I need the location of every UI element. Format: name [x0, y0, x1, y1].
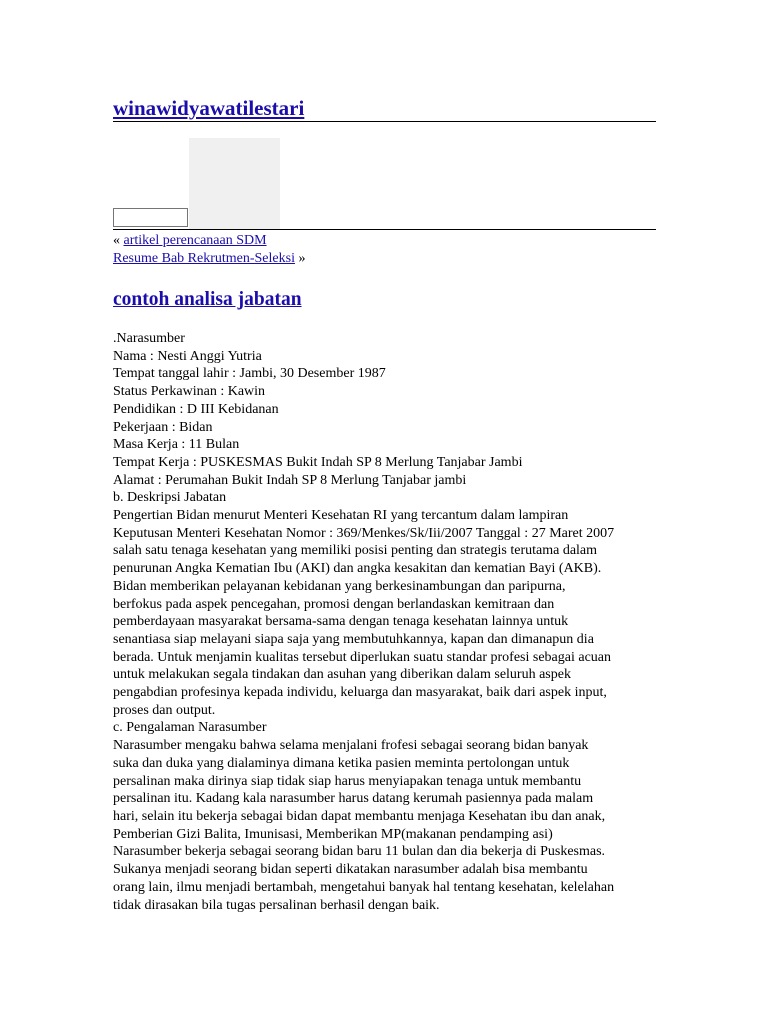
post-line: orang lain, ilmu menjadi bertambah, mengetahui banyak hal tentang kesehatan, kelelahan — [113, 879, 615, 895]
site-title-link[interactable]: winawidyawatilestari — [113, 96, 305, 120]
post-title-link[interactable]: contoh analisa jabatan — [113, 289, 302, 310]
header-divider — [113, 229, 656, 230]
post-line: pemberdayaan masyarakat bersama-sama dengan tenaga kesehatan lainnya untuk — [113, 614, 569, 630]
post-line: persalinan maka dirinya siap tidak siap harus menyiapakan tenaga untuk membantu — [113, 773, 582, 789]
post-line: pengabdian profesinya kepada individu, keluarga dan masyarakat, baik dari aspek input, — [113, 685, 607, 701]
post-line: Bidan memberikan pelayanan kebidanan yang berkesinambungan dan paripurna, — [113, 578, 566, 594]
post-line: suka dan duka yang dialaminya dimana ketika pasien meminta pertolongan untuk — [113, 755, 570, 771]
post-line: Masa Kerja : 11 Bulan — [113, 437, 240, 453]
header-image-placeholder — [189, 138, 280, 229]
search-input[interactable] — [113, 208, 188, 227]
post-line: persalinan itu. Kadang kala narasumber harus datang kerumah pasiennya pada malam — [113, 791, 594, 807]
post-line: tidak dirasakan bila tugas persalinan berhasil dengan baik. — [113, 897, 440, 913]
post-line: Pengertian Bidan menurut Menteri Kesehatan RI yang tercantum dalam lampiran — [113, 508, 569, 524]
post-line: berada. Untuk menjamin kualitas tersebut diperlukan suatu standar profesi sebagai acuan — [113, 649, 611, 665]
post-line: Tempat Kerja : PUSKESMAS Bukit Indah SP 8 Merlung Tanjabar Jambi — [113, 454, 523, 470]
post-line: Alamat : Perumahan Bukit Indah SP 8 Merlung Tanjabar jambi — [113, 472, 467, 488]
previous-post-link[interactable]: artikel perencanaan SDM — [123, 233, 267, 248]
post-title — [113, 287, 302, 313]
post-navigation — [113, 232, 305, 267]
post-line: berfokus pada aspek pencegahan, promosi dengan berlandaskan kemitraan dan — [113, 596, 555, 612]
previous-post-row — [113, 232, 305, 250]
site-title — [113, 95, 656, 122]
post-line: Pekerjaan : Bidan — [113, 419, 213, 435]
post-line: untuk melakukan segala tindakan dan asuhan yang diberikan dalam seluruh aspek — [113, 667, 571, 683]
post-line: Narasumber mengaku bahwa selama menjalani frofesi sebagai seorang bidan banyak — [113, 738, 589, 754]
post-line: c. Pengalaman Narasumber — [113, 720, 267, 736]
next-post-link[interactable]: Resume Bab Rekrutmen-Seleksi — [113, 250, 295, 266]
post-line: Nama : Nesti Anggi Yutria — [113, 348, 262, 364]
post-line: Sukanya menjadi seorang bidan seperti dikatakan narasumber adalah bisa membantu — [113, 862, 588, 878]
post-line: salah satu tenaga kesehatan yang memiliki posisi penting dan strategis terutama dalam — [113, 543, 598, 559]
post-line: Status Perkawinan : Kawin — [113, 384, 266, 400]
post-line: hari, selain itu bekerja sebagai bidan dapat membantu menjaga Kesehatan ibu dan anak, — [113, 808, 606, 824]
post-line: proses dan output. — [113, 702, 216, 718]
previous-arrow: « — [113, 233, 120, 248]
next-post-row — [113, 250, 305, 268]
post-line: .Narasumber — [113, 331, 185, 346]
post-line: Keputusan Menteri Kesehatan Nomor : 369/Menkes/Sk/Iii/2007 Tanggal : 27 Maret 2007 — [113, 525, 615, 541]
post-line: penurunan Angka Kematian Ibu (AKI) dan angka kesakitan dan kematian Bayi (AKB). — [113, 561, 602, 577]
post-line: senantiasa siap melayani siapa saja yang membutuhkannya, kapan dan dimanapun dia — [113, 631, 594, 647]
post-line: Tempat tanggal lahir : Jambi, 30 Desember 1987 — [113, 366, 386, 382]
next-arrow: » — [298, 250, 306, 266]
post-line: b. Deskripsi Jabatan — [113, 490, 227, 506]
post-body — [113, 330, 658, 914]
post-line: Narasumber bekerja sebagai seorang bidan baru 11 bulan dan dia bekerja di Puskesmas. — [113, 844, 606, 860]
post-line: Pendidikan : D III Kebidanan — [113, 401, 279, 417]
post-line: Pemberian Gizi Balita, Imunisasi, Memberikan MP(makanan pendamping asi) — [113, 826, 553, 842]
